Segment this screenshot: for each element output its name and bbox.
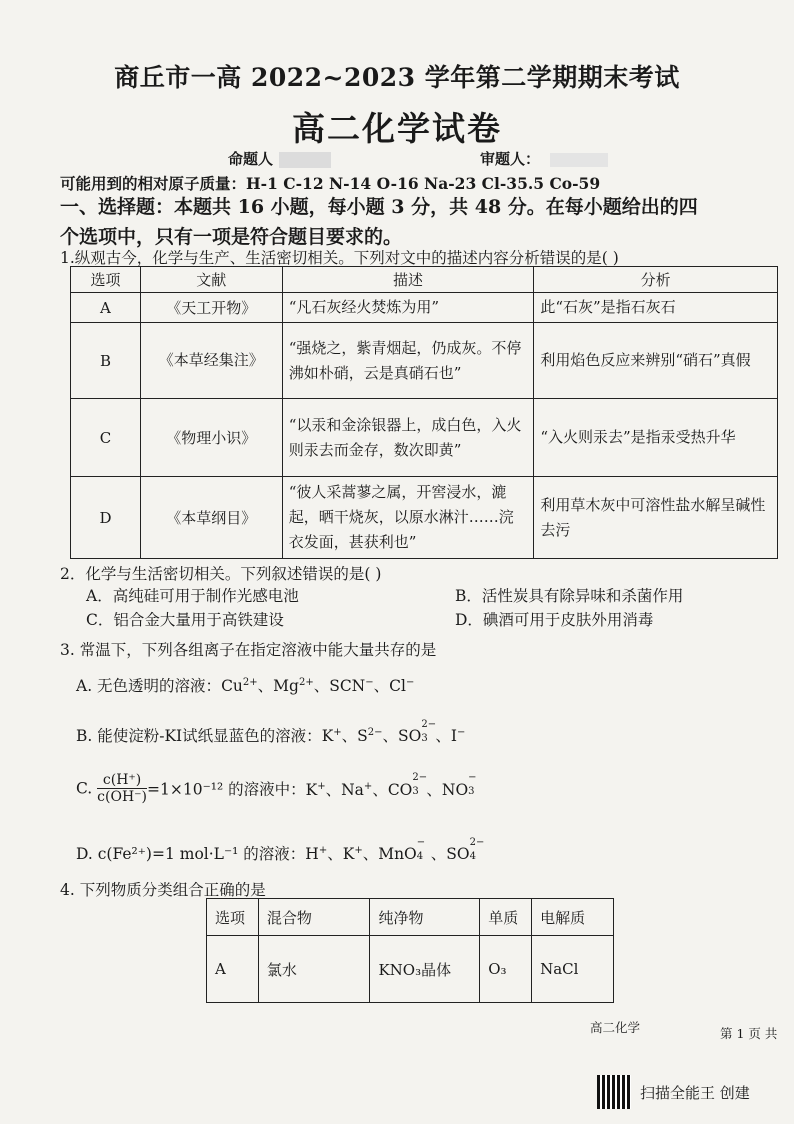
q3-a-ions: $Cu^{2+}$、$Mg^{2+}$、SCN−、Cl− xyxy=(221,676,415,695)
pure-substance-cell: KNO₃晶体 xyxy=(370,936,480,1003)
analysis-cell: 此“石灰”是指石灰石 xyxy=(534,293,778,323)
q3-option-c xyxy=(76,772,482,805)
redacted-name xyxy=(279,152,331,168)
q3-c-mid: =1×10⁻¹² 的溶液中： xyxy=(147,780,306,799)
q2-option-c: C．铝合金大量用于高铁建设 xyxy=(86,611,284,629)
redacted-name xyxy=(550,153,608,167)
header-cell: 描述 xyxy=(282,267,534,293)
q3-b-ions: K+、$S^{2-}$、SO 2− 3 、I− xyxy=(321,718,466,745)
header-cell: 文献 xyxy=(140,267,282,293)
element-cell: O₃ xyxy=(480,936,532,1003)
document-cell: 《物理小识》 xyxy=(140,399,282,477)
qr-code-icon xyxy=(597,1075,631,1109)
q3-d-ions: H+、K+、MnO − 4 、SO 2− 4 xyxy=(305,836,485,863)
header-cell: 纯净物 xyxy=(370,899,480,936)
description-cell: “强烧之，紫青烟起，仍成灰。不停沸如朴硝，云是真硝石也” xyxy=(282,323,534,399)
reviewer-label: 审题人： xyxy=(480,150,541,168)
q2-option-a: A．高纯硅可用于制作光感电池 xyxy=(86,587,299,605)
header-cell: 电解质 xyxy=(532,899,614,936)
description-cell: “凡石灰经火焚炼为用” xyxy=(282,293,534,323)
header-cell: 分析 xyxy=(534,267,778,293)
q3-option-a xyxy=(76,674,414,696)
q3-a-prefix: A. 无色透明的溶液： xyxy=(76,677,222,695)
ratio-numerator: c(H⁺) xyxy=(97,772,147,789)
section-line-1: 一、选择题：本题共 16 小题，每小题 3 分，共 48 分。在每小题给出的四 xyxy=(60,196,698,218)
q3-c-ions: K+、Na+、CO 2− 3 、NO − 3 xyxy=(305,772,477,799)
document-cell: 《本草经集注》 xyxy=(140,323,282,399)
analysis-cell: 利用草木灰中可溶性盐水解呈碱性去污 xyxy=(534,477,778,559)
question-1-table xyxy=(70,266,778,559)
option-cell: A xyxy=(207,936,259,1003)
header-cell: 单质 xyxy=(480,899,532,936)
question-2-stem: 2．化学与生活密切相关。下列叙述错误的是( ) xyxy=(60,565,382,583)
document-cell: 《天工开物》 xyxy=(140,293,282,323)
option-cell: B xyxy=(71,323,141,399)
ratio-denominator: c(OH⁻) xyxy=(97,789,148,805)
option-cell: A xyxy=(71,293,141,323)
question-1-stem: 1.纵观古今，化学与生产、生活密切相关。下列对文中的描述内容分析错误的是( ) xyxy=(60,249,619,267)
table-row xyxy=(71,399,778,477)
analysis-cell: “入火则汞去”是指汞受热升华 xyxy=(534,399,778,477)
table-header-row xyxy=(71,267,778,293)
footer-page: 第 1 页 共 xyxy=(720,1026,778,1041)
q3-b-prefix: B. 能使淀粉-KI试纸显蓝色的溶液： xyxy=(76,727,322,745)
footer-subject: 高二化学 xyxy=(590,1020,641,1035)
question-4-stem: 4. 下列物质分类组合正确的是 xyxy=(60,881,266,899)
q2-option-b: B．活性炭具有除异味和杀菌作用 xyxy=(455,587,684,605)
concentration-ratio xyxy=(97,772,147,805)
q2-option-d: D．碘酒可用于皮肤外用消毒 xyxy=(455,611,654,629)
option-cell: C xyxy=(71,399,141,477)
electrolyte-cell: NaCl xyxy=(532,936,614,1003)
atomic-masses: 可能用到的相对原子质量：H-1 C-12 N-14 O-16 Na-23 Cl-35.5 Co-59 xyxy=(60,174,601,193)
option-cell: D xyxy=(71,477,141,559)
table-row xyxy=(71,293,778,323)
question-3-stem: 3. 常温下，下列各组离子在指定溶液中能大量共存的是 xyxy=(60,641,437,659)
document-cell: 《本草纲目》 xyxy=(140,477,282,559)
exam-title: 商丘市一高 2022~2023 学年第二学期期末考试 xyxy=(114,63,680,92)
q3-c-prefix: C. xyxy=(76,779,93,798)
section-heading xyxy=(60,192,780,252)
q3-option-d xyxy=(76,836,485,864)
description-cell: “以汞和金涂银器上，成白色，入火则汞去而金存，数次即黄” xyxy=(282,399,534,477)
header-cell: 选项 xyxy=(71,267,141,293)
scanner-watermark: 扫描全能王 创建 xyxy=(640,1084,750,1102)
author-field xyxy=(228,148,331,169)
section-line-2: 个选项中，只有一项是符合题目要求的。 xyxy=(60,226,403,248)
header-cell: 选项 xyxy=(207,899,259,936)
analysis-cell: 利用焰色反应来辨别“硝石”真假 xyxy=(534,323,778,399)
table-header-row xyxy=(207,899,614,936)
description-cell: “彼人采蒿蓼之属，开窖浸水，漉起，晒干烧灰，以原水淋汁……浣衣发面，甚获利也” xyxy=(282,477,534,559)
header-cell: 混合物 xyxy=(258,899,370,936)
q3-d-prefix: D. c(Fe²⁺)=1 mol·L⁻¹ 的溶液： xyxy=(76,845,306,863)
table-row xyxy=(71,477,778,559)
paper-title: 高二化学试卷 xyxy=(292,109,502,148)
mixture-cell: 氯水 xyxy=(258,936,370,1003)
reviewer-field xyxy=(480,148,608,169)
table-row xyxy=(71,323,778,399)
author-label: 命题人 xyxy=(228,150,274,168)
q3-option-b xyxy=(76,718,466,746)
table-row xyxy=(207,936,614,1003)
question-4-table xyxy=(206,898,614,1003)
